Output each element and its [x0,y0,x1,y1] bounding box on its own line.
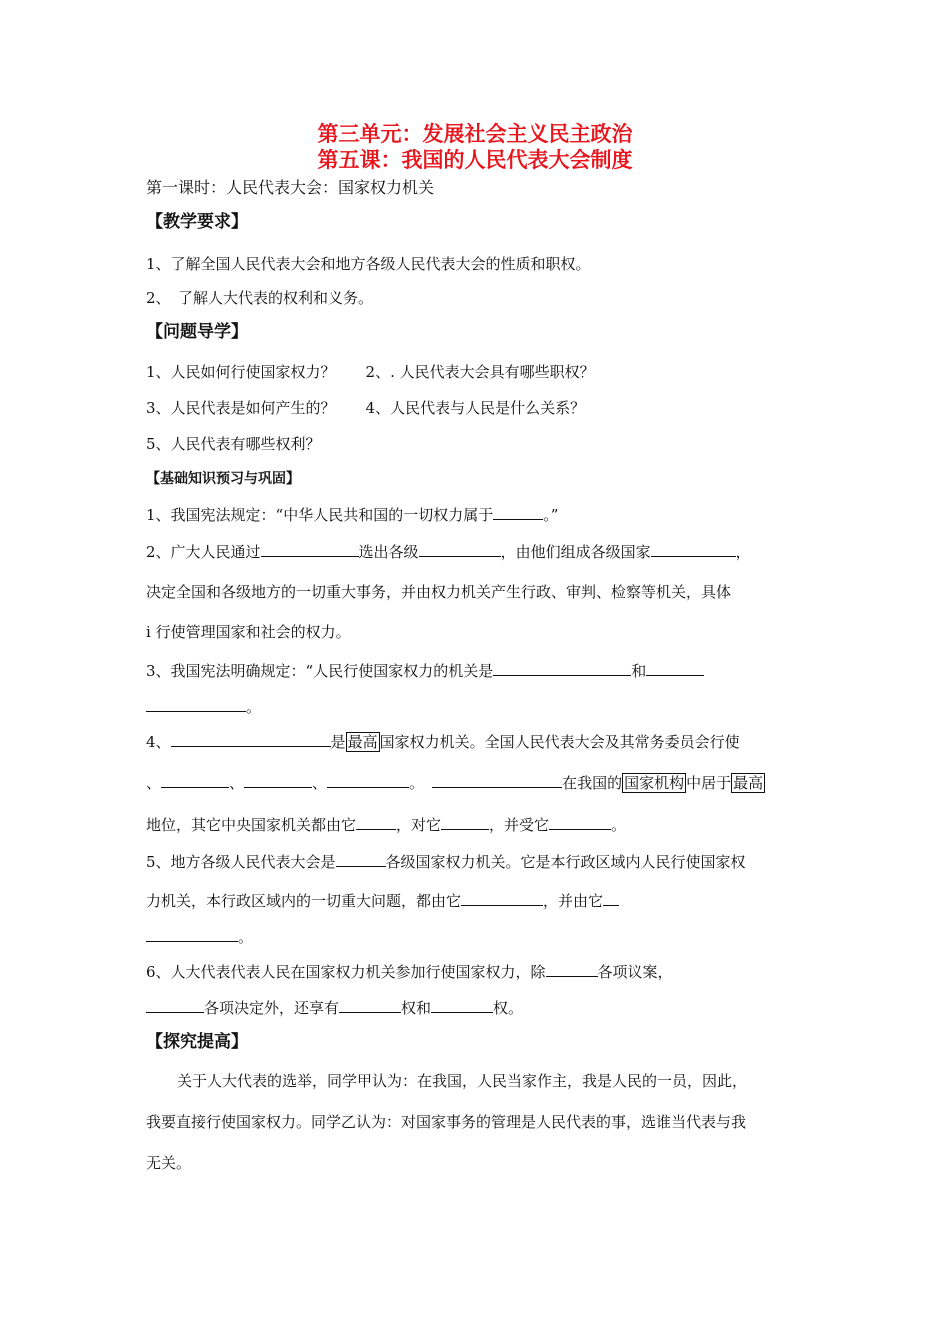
answer-blank[interactable] [646,661,704,676]
basics-q2: 2、广大人民通过 选出各级 ，由他们组成各级国家 ， [146,543,751,561]
question-line: 3、人民代表是如何产生的？ 4、人民代表与人民是什么关系？ [146,399,586,417]
answer-blank[interactable] [327,773,409,788]
requirement-item: 2、 了解人大代表的权利和义务。 [146,289,374,307]
basics-q5-line3: 。 [146,927,253,947]
basics-q4: 4、 是 最高 国家权力机关。全国人民代表大会及其常务委员会行使 [146,733,740,751]
basics-q2-line2: 决定全国和各级地方的一切重大事务，并由权力机关产生行政、审判、检察等机关，具体 [146,583,732,601]
answer-blank[interactable] [432,773,562,788]
answer-blank[interactable] [441,815,489,830]
question-line: 1、人民如何行使国家权力？ 2、. 人民代表大会具有哪些职权？ [146,363,595,381]
answer-blank[interactable] [603,891,619,906]
basics-heading: 【基础知识预习与巩固】 [146,471,300,487]
answer-blank[interactable] [171,732,331,747]
basics-q3-line2: 。 [146,697,261,717]
basics-q2-line3: i 行使管理国家和社会的权力。 [146,623,351,641]
answer-blank[interactable] [336,852,386,867]
answer-blank[interactable] [339,998,401,1013]
basics-q3: 3、我国宪法明确规定：“人民行使国家权力的机关是 和 [146,661,704,681]
answer-blank[interactable] [461,891,543,906]
answer-blank[interactable] [244,773,312,788]
answer-blank[interactable] [146,697,246,712]
answer-blank[interactable] [431,998,493,1013]
requirement-item: 1、了解全国人民代表大会和地方各级人民代表大会的性质和职权。 [146,255,591,273]
basics-q5-line2: 力机关，本行政区域内的一切重大问题，都由它 ，并由它 [146,891,619,911]
explore-line: 我要直接行使国家权力。同学乙认为：对国家事务的管理是人民代表的事，选谁当代表与我 [146,1113,747,1131]
explore-line: 无关。 [146,1154,192,1172]
basics-q6-line2: 各项决定外，还享有 权和 权。 [146,998,523,1018]
explore-line: 关于人大代表的选举，同学甲认为：在我国，人民当家作主，我是人民的一员，因此， [177,1072,748,1090]
answer-blank[interactable] [356,815,396,830]
period-title: 第一课时：人民代表大会：国家权力机关 [146,178,435,197]
answer-blank[interactable] [493,505,543,520]
answer-blank[interactable] [419,542,501,557]
answer-blank[interactable] [261,542,359,557]
answer-blank[interactable] [161,773,229,788]
basics-q1: 1、我国宪法规定：“中华人民共和国的一切权力属于 。” [146,506,559,524]
explore-heading: 【探究提高】 [146,1032,248,1052]
answer-blank[interactable] [546,962,598,977]
basics-q6: 6、人大代表代表人民在国家权力机关参加行使国家权力，除 各项议案， [146,963,673,981]
answer-blank[interactable] [146,998,204,1013]
questions-heading: 【问题导学】 [146,322,248,342]
basics-q4-line2: 、 、 、 。 在我国的 国家机构 中居于 最高 [146,774,764,792]
answer-blank[interactable] [146,927,238,942]
requirements-heading: 【教学要求】 [146,212,248,232]
answer-blank[interactable] [549,815,611,830]
answer-blank[interactable] [493,661,631,676]
lesson-title: 第五课：我国的人民代表大会制度 [317,148,633,172]
answer-blank[interactable] [651,542,736,557]
question-line: 5、人民代表有哪些权利？ [146,435,321,453]
basics-q5: 5、地方各级人民代表大会是 各级国家权力机关。它是本行政区域内人民行使国家权 [146,853,746,871]
unit-title: 第三单元：发展社会主义民主政治 [317,122,633,146]
basics-q4-line3: 地位，其它中央国家机关都由它 ，对它 ，并受它 。 [146,816,627,834]
